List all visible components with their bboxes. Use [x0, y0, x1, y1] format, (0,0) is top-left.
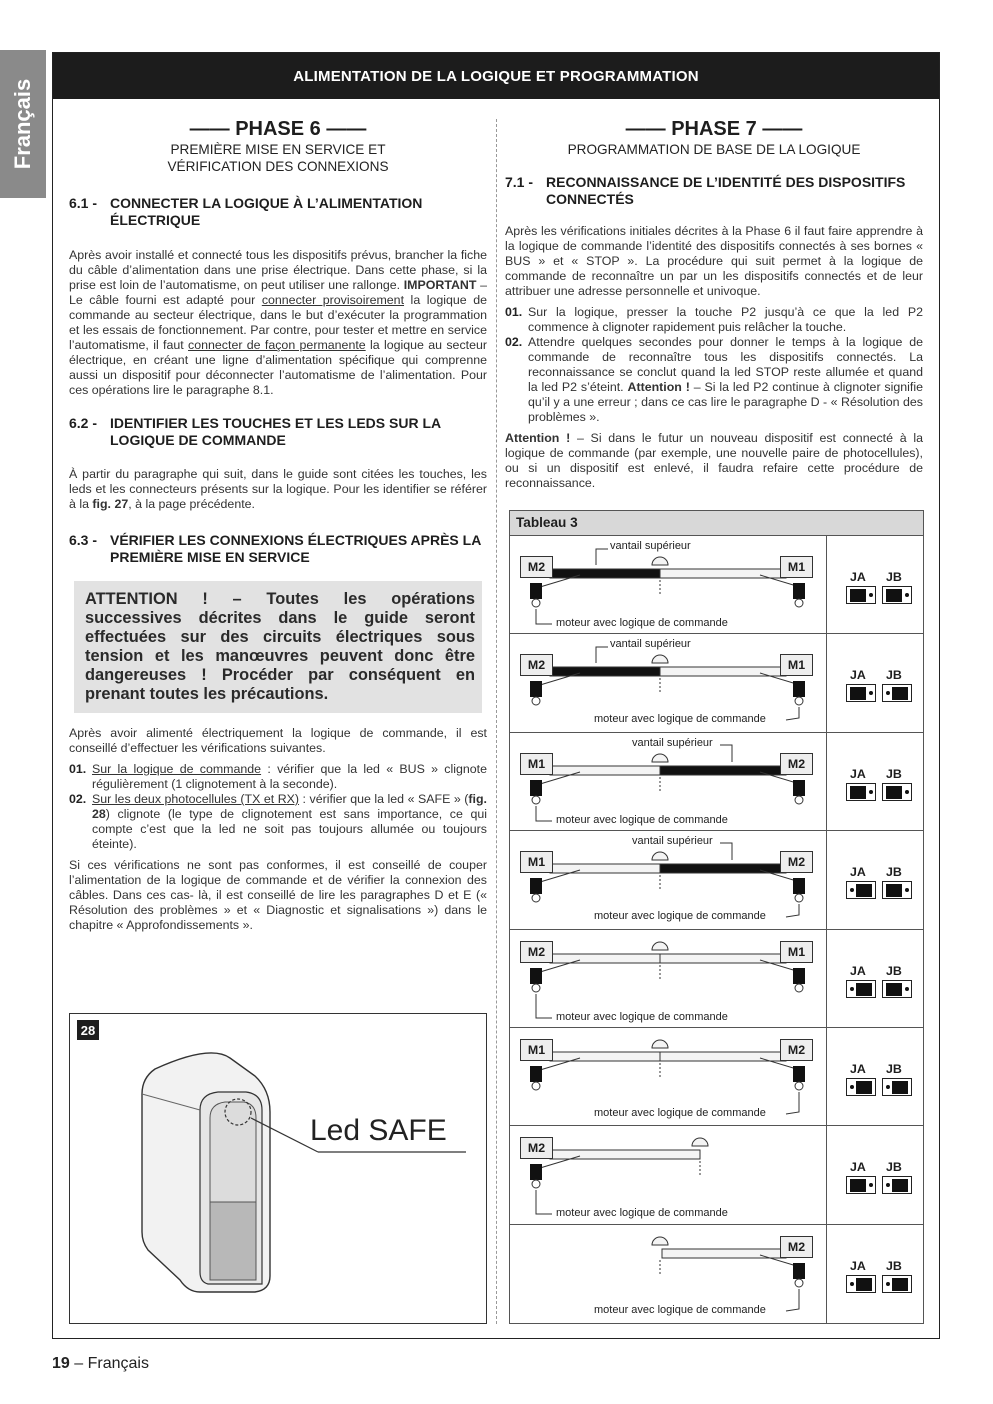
motor-label-right: M2 [780, 753, 813, 775]
section-7-1-heading: 7.1 - RECONNAISSANCE DE L’IDENTITÉ DES DISPOSITIFS CONNECTÉS [505, 174, 906, 207]
motor-label-left: M2 [520, 1137, 553, 1159]
row-separator [826, 634, 827, 731]
row-separator [826, 733, 827, 830]
figure-28 [69, 1013, 487, 1324]
jb-jumper [882, 980, 912, 998]
motor-with-logic-label: moteur avec logique de commande [556, 813, 728, 826]
row-separator [826, 1028, 827, 1125]
motor-with-logic-label: moteur avec logique de commande [594, 910, 766, 923]
table-row [510, 1126, 923, 1224]
motor-label-right: M2 [780, 1039, 813, 1061]
photocell-illustration [70, 1014, 486, 1323]
ja-jumper [846, 1275, 876, 1293]
table-row [510, 733, 923, 831]
motor-with-logic-label: moteur avec logique de commande [556, 1207, 728, 1220]
ja-jumper [846, 684, 876, 702]
phase7-column [505, 117, 923, 491]
ja-label: JA [850, 963, 866, 978]
jb-label: JB [886, 1258, 902, 1273]
row-separator [826, 536, 827, 633]
jb-label: JB [886, 570, 902, 584]
jb-jumper [882, 881, 912, 899]
language-tab: Français [0, 50, 46, 198]
ja-jumper [846, 1078, 876, 1096]
row-separator [826, 831, 827, 928]
jb-jumper [882, 1275, 912, 1293]
section-6-1-text: Après avoir installé et connecté tous les dispositifs prévus, brancher la fiche du câble d’alimentation dans une prise électrique. Dans cette phase, si la prise est loin de l’automatisme, on peut utiliser une rallonge. IMPORTANT – Le câble fourni est adapté pour connecter provisoirement la logique de commande au secteur électrique, dans le but d’exécuter la programmation et les essais de fonctionnement. Par contre, pour tester et mettre en service l’automatisme, il faut connecter de façon permanente la logique au secteur électrique, en créant une ligne d’alimentation spécifique qui comprenne aussi un dispositif pour déconnecter l’automatisme de l’alimentation. Pour ces opérations lire le paragraphe 8.1. [69, 248, 488, 397]
jb-label: JB [886, 963, 902, 978]
motor-label-left: M1 [520, 851, 553, 873]
motor-label-right: M1 [780, 941, 813, 963]
check-item-2: 02. Sur les deux photocellules (TX et RX) : vérifier que la led « SAFE » (fig. 28) clignote (le type de clignotement est sans importance, ce qui compte c’est que la led ne soit pas toujours allumée ou toujours éteinte). [69, 792, 487, 851]
ja-jumper [846, 980, 876, 998]
figure-number: 28 [77, 1020, 99, 1040]
procedure-step-1: 01. Sur la logique, presser la touche P2 jusqu’à ce que la led P2 commence à clignoter rapidement puis relâcher la touche. [505, 305, 923, 334]
section-6-2-text: À partir du paragraphe qui suit, dans le guide sont citées les touches, les leds et les connecteurs présents sur la logique. Pour les identifier se référer à la fig. 27, à la page précédente. [69, 467, 487, 511]
section-header: ALIMENTATION DE LA LOGIQUE ET PROGRAMMATION [53, 53, 939, 99]
jb-jumper [882, 783, 912, 801]
motor-with-logic-label: moteur avec logique de commande [594, 1303, 766, 1316]
phase7-title: —— PHASE 7 —— [625, 118, 803, 140]
section-6-1-heading: 6.1 - CONNECTER LA LOGIQUE À L’ALIMENTATION ÉLECTRIQUE [69, 195, 423, 228]
table-row [510, 930, 923, 1028]
table-title: Tableau 3 [510, 511, 923, 536]
motor-with-logic-label: moteur avec logique de commande [556, 1010, 728, 1023]
jb-label: JB [886, 865, 902, 880]
jb-jumper [882, 1176, 912, 1194]
table-row [510, 1028, 923, 1126]
upper-leaf-label: vantail supérieur [610, 540, 691, 552]
section-7-1-intro: Après les vérifications initiales décrites à la Phase 6 il faut faire apprendre à la logique de commande l’identité des dispositifs connectés à ses bornes « BUS » et « STOP ». La procédure qui suit permet à la logique de commande de reconnaître un par un les dispositifs connectés et de leur attribuer une adresse personnelle et univoque. [505, 224, 923, 298]
procedure-step-2: 02. Attendre quelques secondes pour donner le temps à la logique de commande de reconnaître tous les dispositifs connectés. La reconnaissance se conclut quand la led STOP reste allumée et quand la led P2 s’éteint. Attention ! – Si la led P2 continue à clignoter signifie qu’il y a une erreur ; dans ce cas lire le paragraphe D - « Résolution des problèmes ». [505, 335, 924, 424]
motor-label-left: M1 [520, 753, 553, 775]
ja-label: JA [850, 570, 866, 584]
check-item-1: 01. Sur la logique de commande : vérifier que la led « BUS » clignote régulièrement (1 clignotement à la seconde). [69, 762, 487, 791]
ja-jumper [846, 783, 876, 801]
jb-label: JB [886, 766, 902, 781]
motor-label-right: M1 [780, 654, 813, 676]
upper-leaf-label: vantail supérieur [610, 638, 691, 651]
jb-label: JB [886, 1160, 902, 1175]
motor-label-right: M1 [780, 556, 813, 578]
motor-label-left: M1 [520, 1039, 553, 1061]
phase6-subtitle-2: VÉRIFICATION DES CONNEXIONS [167, 159, 389, 174]
jb-label: JB [886, 1061, 902, 1076]
ja-label: JA [850, 668, 866, 683]
page-footer: 19 – Français [52, 1355, 149, 1372]
table-row [510, 831, 923, 929]
jb-jumper [882, 1078, 912, 1096]
jb-label: JB [886, 668, 902, 683]
motor-label-left: M2 [520, 556, 553, 578]
section-7-1-attention: Attention ! – Si dans le futur un nouveau dispositif est connecté à la logique de commande (par exemple, une nouvelle paire de photocellules), ou si un dispositif est enlevé, il faudra refaire cette procédure de reconnaissance. [505, 431, 923, 490]
ja-jumper [846, 1176, 876, 1194]
row-separator [826, 1126, 827, 1223]
row-separator [826, 930, 827, 1027]
jb-jumper [882, 586, 912, 604]
motor-label-right: M2 [780, 851, 813, 873]
motor-with-logic-label: moteur avec logique de commande [556, 617, 728, 629]
upper-leaf-label: vantail supérieur [632, 736, 713, 749]
page-frame [52, 52, 940, 1339]
warning-box: ATTENTION ! – Toutes les opérations successives décrites dans le guide seront effectuées sur des circuits électriques sous tension et les manœuvres peuvent donc être dangereuses ! Procéder par conséquent en prenant toutes les précautions. [74, 581, 482, 713]
table-row [510, 634, 923, 732]
section-6-3-outro: Si ces vérifications ne sont pas conformes, il est conseillé de couper l’alimentation de la logique de commande et de vérifier la connexion des câbles. Dans ces cas- là, il est conseillé de lire les paragraphes D et E (« Résolution des problèmes » et « Diagnostic et signalisations ») dans le chapitre « Approfondissements ». [69, 858, 487, 932]
phase7-subtitle: PROGRAMMATION DE BASE DE LA LOGIQUE [567, 142, 861, 157]
section-6-2-heading: 6.2 - IDENTIFIER LES TOUCHES ET LES LEDS SUR LA LOGIQUE DE COMMANDE [69, 415, 441, 448]
ja-jumper [846, 586, 876, 604]
ja-label: JA [850, 1258, 866, 1273]
motor-with-logic-label: moteur avec logique de commande [594, 713, 766, 726]
ja-label: JA [850, 1061, 866, 1076]
section-6-3-heading: 6.3 - VÉRIFIER LES CONNEXIONS ÉLECTRIQUES APRÈS LA PREMIÈRE MISE EN SERVICE [69, 532, 481, 565]
phase6-column [69, 117, 487, 933]
phase6-subtitle-1: PREMIÈRE MISE EN SERVICE ET [170, 142, 386, 157]
section-6-3-intro: Après avoir alimenté électriquement la logique de commande, il est conseillé d’effectuer les vérifications suivantes. [69, 726, 487, 755]
upper-leaf-label: vantail supérieur [632, 835, 713, 848]
ja-label: JA [850, 1160, 866, 1175]
led-safe-label: Led SAFE [310, 1114, 447, 1147]
table-3 [509, 510, 924, 1324]
row-separator [826, 1225, 827, 1323]
ja-jumper [846, 881, 876, 899]
ja-label: JA [850, 766, 866, 781]
jb-jumper [882, 684, 912, 702]
table-row [510, 536, 923, 634]
ja-label: JA [850, 865, 866, 880]
table-row [510, 1225, 923, 1323]
phase6-title: —— PHASE 6 —— [189, 118, 367, 140]
motor-with-logic-label: moteur avec logique de commande [594, 1106, 766, 1119]
column-divider [496, 119, 497, 1324]
motor-label-left: M2 [520, 941, 553, 963]
motor-label-left: M2 [520, 654, 553, 676]
motor-label-right: M2 [780, 1236, 813, 1258]
